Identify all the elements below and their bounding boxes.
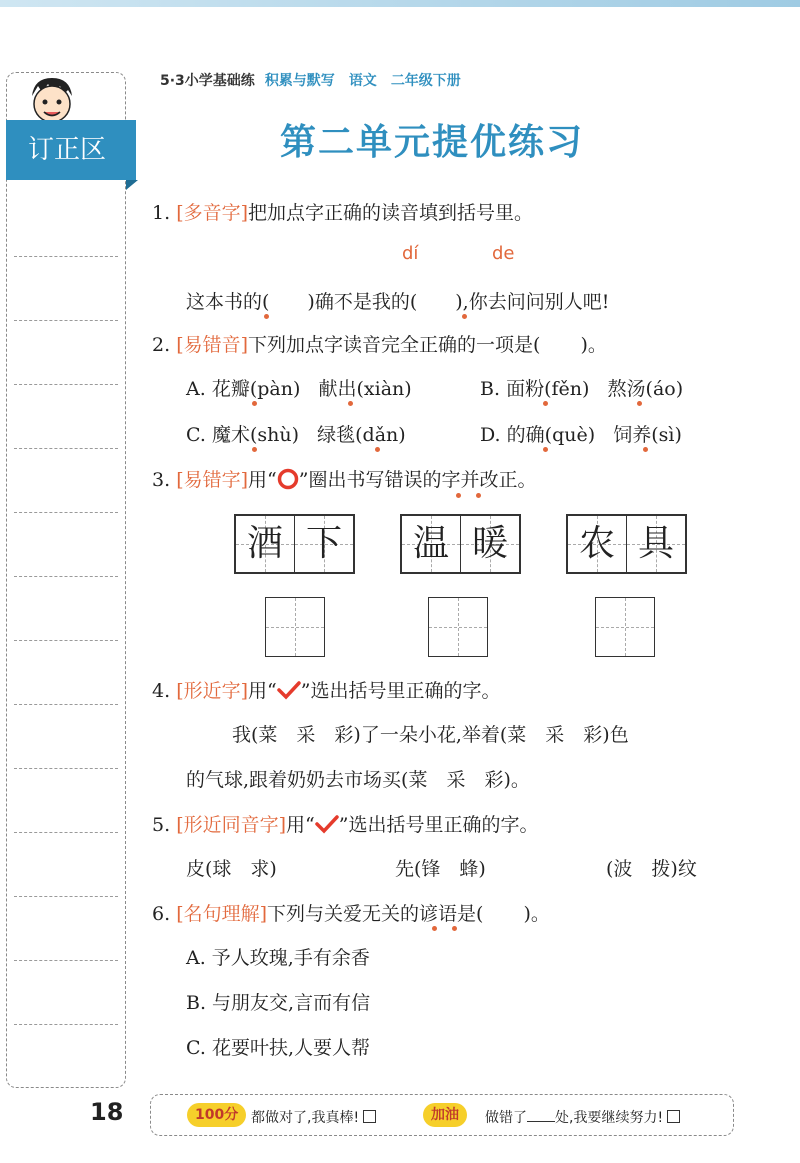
correction-tab bbox=[6, 120, 136, 180]
self-check-text: 处,我要继续努力! bbox=[555, 1110, 664, 1126]
option-d bbox=[480, 420, 682, 447]
sentence-part: )确不是我的( bbox=[307, 291, 418, 313]
q4-line-2: 的气球,跟着奶奶去市场买(菜 采 彩)。 bbox=[186, 769, 530, 791]
correction-label: 订正区 bbox=[28, 135, 107, 165]
check-mark-icon bbox=[277, 680, 301, 700]
q6-option-b: B. 与朋友交,言而有信 bbox=[186, 992, 371, 1014]
self-check-bar bbox=[150, 1094, 734, 1136]
question-text: ”选出括号里正确的字。 bbox=[338, 814, 539, 836]
question-text: 把加点字正确的读音填到括号里。 bbox=[248, 202, 534, 224]
emphasis-dot bbox=[476, 493, 481, 498]
question-5 bbox=[152, 810, 538, 837]
self-check-text: 都做对了,我真棒! bbox=[251, 1110, 360, 1126]
question-number: 6. bbox=[152, 903, 171, 925]
q1-sentence bbox=[186, 287, 609, 314]
question-tag: [形近字] bbox=[176, 680, 249, 702]
emphasis-dot bbox=[432, 926, 437, 931]
grid-char: 具 bbox=[637, 523, 674, 564]
emphasis-dot bbox=[543, 401, 548, 406]
emphasis-dot bbox=[456, 493, 461, 498]
correction-line bbox=[14, 1024, 118, 1025]
option-item: 熬汤(áo) bbox=[607, 378, 684, 400]
option-c bbox=[186, 420, 406, 447]
question-number: 4. bbox=[152, 680, 171, 702]
grid-char: 酒 bbox=[246, 523, 283, 564]
check-mark-icon bbox=[315, 814, 339, 834]
emphasis-dot bbox=[452, 926, 457, 931]
grade-name: 二年级下册 bbox=[390, 73, 461, 89]
option-item: 献出(xiàn) bbox=[318, 378, 412, 400]
question-tag: [形近同音字] bbox=[176, 814, 287, 836]
option-b bbox=[480, 374, 683, 401]
page-title: 第二单元提优练习 bbox=[280, 122, 585, 163]
emphasis-dot bbox=[252, 401, 257, 406]
emphasis-dot bbox=[375, 447, 380, 452]
score-badge: 100分 bbox=[187, 1103, 246, 1127]
q5-item: 皮(球 求) bbox=[186, 858, 277, 880]
q5-item: 先(锋 蜂) bbox=[395, 858, 486, 880]
question-text: 下列加点字读音完全正确的一项是( bbox=[248, 334, 541, 356]
question-text: 下列与关爱无关的谚语是( bbox=[267, 903, 484, 925]
emphasis-dot bbox=[264, 314, 269, 319]
q5-item: (波 拨)纹 bbox=[606, 858, 697, 880]
checkbox-correct[interactable] bbox=[363, 1110, 376, 1123]
page-number: 18 bbox=[90, 1098, 124, 1126]
option-item: 面粉(fěn) bbox=[506, 378, 590, 400]
correction-line bbox=[14, 960, 118, 961]
emphasis-dot bbox=[543, 447, 548, 452]
question-2 bbox=[152, 330, 607, 357]
question-4 bbox=[152, 676, 500, 703]
series-name: 5·3小学基础练 bbox=[160, 73, 255, 89]
book-name: 积累与默写 bbox=[264, 73, 335, 89]
self-check-text: 做错了 bbox=[485, 1110, 527, 1126]
question-text: 用“ bbox=[248, 469, 277, 491]
option-item: 饲养(sì) bbox=[613, 424, 682, 446]
answer-box[interactable] bbox=[428, 597, 488, 657]
option-label: D. bbox=[480, 424, 501, 446]
checkbox-wrong[interactable] bbox=[667, 1110, 680, 1123]
top-bar bbox=[0, 0, 800, 7]
sentence-part: ),你去问问别人吧! bbox=[455, 291, 610, 313]
grid-cell[interactable] bbox=[294, 516, 353, 572]
question-number: 5. bbox=[152, 814, 171, 836]
question-number: 2. bbox=[152, 334, 171, 356]
option-label: B. bbox=[480, 378, 501, 400]
correction-line bbox=[14, 256, 118, 257]
question-tag: [易错字] bbox=[176, 469, 249, 491]
question-1 bbox=[152, 198, 533, 225]
correction-line bbox=[14, 512, 118, 513]
pinyin-1: dí bbox=[402, 243, 419, 264]
question-text: 用“ bbox=[286, 814, 315, 836]
word-grid bbox=[566, 514, 687, 574]
option-item: 的确(què) bbox=[506, 424, 596, 446]
grid-char: 农 bbox=[578, 523, 615, 564]
emphasis-dot bbox=[348, 401, 353, 406]
correction-line bbox=[14, 448, 118, 449]
grid-cell[interactable] bbox=[236, 516, 294, 572]
grid-cell[interactable] bbox=[460, 516, 519, 572]
question-number: 1. bbox=[152, 202, 171, 224]
option-label: A. bbox=[186, 378, 206, 400]
correction-line bbox=[14, 384, 118, 385]
grid-cell[interactable] bbox=[626, 516, 685, 572]
correction-line bbox=[14, 704, 118, 705]
q6-option-c: C. 花要叶扶,人要人帮 bbox=[186, 1037, 370, 1059]
self-check-correct bbox=[251, 1107, 376, 1127]
question-number: 3. bbox=[152, 469, 171, 491]
emphasis-dot bbox=[252, 447, 257, 452]
option-item: 绿毯(dǎn) bbox=[317, 424, 406, 446]
question-text: ”圈出书写错误的字并改正。 bbox=[298, 469, 537, 491]
answer-box[interactable] bbox=[265, 597, 325, 657]
option-item: 花瓣(pàn) bbox=[211, 378, 301, 400]
self-check-wrong bbox=[485, 1107, 680, 1127]
question-text-end: )。 bbox=[523, 903, 550, 925]
question-text-end: )。 bbox=[580, 334, 607, 356]
correction-line bbox=[14, 832, 118, 833]
correction-line bbox=[14, 896, 118, 897]
word-grid bbox=[400, 514, 521, 574]
question-tag: [名句理解] bbox=[176, 903, 268, 925]
emphasis-dot bbox=[643, 447, 648, 452]
correction-line bbox=[14, 576, 118, 577]
pinyin-2: de bbox=[492, 243, 515, 264]
question-text: ”选出括号里正确的字。 bbox=[300, 680, 501, 702]
option-item: 魔术(shù) bbox=[211, 424, 300, 446]
correction-line bbox=[14, 320, 118, 321]
question-6 bbox=[152, 899, 550, 926]
book-header bbox=[160, 70, 475, 90]
grid-char: 下 bbox=[305, 523, 342, 564]
cheer-badge: 加油 bbox=[423, 1103, 467, 1127]
question-text: 用“ bbox=[248, 680, 277, 702]
correction-line bbox=[14, 768, 118, 769]
grid-char: 温 bbox=[412, 523, 449, 564]
grid-char: 暖 bbox=[471, 523, 508, 564]
word-grid bbox=[234, 514, 355, 574]
correction-line bbox=[14, 640, 118, 641]
emphasis-dot bbox=[637, 401, 642, 406]
grid-cell[interactable] bbox=[568, 516, 626, 572]
question-tag: [易错音] bbox=[176, 334, 249, 356]
correction-area bbox=[6, 72, 126, 1088]
grid-cell[interactable] bbox=[402, 516, 460, 572]
q6-option-a: A. 予人玫瑰,手有余香 bbox=[186, 947, 370, 969]
q4-line-1: 我(菜 采 彩)了一朵小花,举着(菜 采 彩)色 bbox=[232, 724, 629, 746]
option-label: C. bbox=[186, 424, 206, 446]
error-count-blank[interactable] bbox=[527, 1121, 555, 1122]
emphasis-dot bbox=[462, 314, 467, 319]
answer-box[interactable] bbox=[595, 597, 655, 657]
sentence-part: 这本书的( bbox=[186, 291, 270, 313]
question-3 bbox=[152, 465, 536, 492]
question-tag: [多音字] bbox=[176, 202, 249, 224]
subject-name: 语文 bbox=[348, 73, 377, 89]
circle-mark-icon bbox=[277, 468, 299, 490]
option-a bbox=[186, 374, 412, 401]
